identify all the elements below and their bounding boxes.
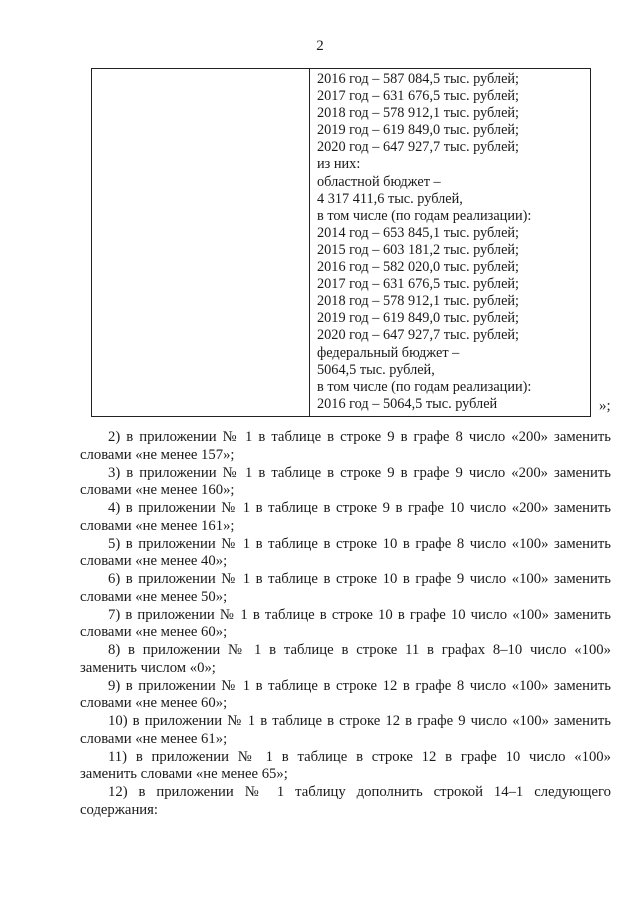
list-item-continuation: словами «не менее 60»; bbox=[80, 695, 228, 711]
table-cell-line: 2018 год – 578 912,1 тыс. рублей; bbox=[317, 293, 520, 310]
table-cell-line: 2016 год – 582 020,0 тыс. рублей; bbox=[317, 259, 520, 276]
list-item-first-line: 5) в приложении № 1 в таблице в строке 10 в графе 8 число «100» заменить bbox=[108, 535, 611, 552]
list-item-first-line: 9) в приложении № 1 в таблице в строке 12 в графе 8 число «100» заменить bbox=[108, 677, 611, 694]
table-cell-line: 2019 год – 619 849,0 тыс. рублей; bbox=[317, 122, 520, 139]
table-cell-line: 2018 год – 578 912,1 тыс. рублей; bbox=[317, 105, 520, 122]
list-item-continuation: заменить словами «не менее 65»; bbox=[80, 766, 288, 782]
list-item-continuation: содержания: bbox=[80, 801, 158, 818]
list-item-continuation: заменить числом «0»; bbox=[80, 659, 216, 676]
table-cell-line: 2015 год – 603 181,2 тыс. рублей; bbox=[317, 241, 520, 258]
table-cell-line: 2020 год – 647 927,7 тыс. рублей; bbox=[317, 139, 520, 156]
list-item bbox=[80, 571, 611, 606]
list-item bbox=[80, 607, 611, 642]
amendment-items-list bbox=[80, 429, 611, 820]
table-cell-left-empty bbox=[92, 69, 310, 417]
list-item-first-line: 12) в приложении № 1 таблицу дополнить строкой 14–1 следующего bbox=[108, 784, 611, 800]
table-cell-line: 2017 год – 631 676,5 тыс. рублей; bbox=[317, 276, 520, 293]
list-item-continuation: словами «не менее 60»; bbox=[80, 624, 228, 640]
table-cell-line: 4 317 411,6 тыс. рублей, bbox=[317, 190, 463, 207]
table-row bbox=[92, 69, 591, 417]
list-item bbox=[80, 536, 611, 571]
table-cell-line: в том числе (по годам реализации): bbox=[317, 378, 532, 395]
table-cell-line: 2016 год – 587 084,5 тыс. рублей; bbox=[317, 71, 520, 87]
table-cell-financing-values bbox=[310, 69, 591, 417]
table-cell-line: 2016 год – 5064,5 тыс. рублей bbox=[317, 395, 498, 412]
list-item-continuation: словами «не менее 40»; bbox=[80, 553, 228, 569]
list-item bbox=[80, 749, 611, 784]
list-item-first-line: 2) в приложении № 1 в таблице в строке 9 в графе 8 число «200» заменить bbox=[108, 429, 611, 445]
list-item-continuation: словами «не менее 50»; bbox=[80, 588, 228, 605]
financing-table bbox=[91, 68, 591, 417]
list-item-first-line: 7) в приложении № 1 в таблице в строке 10 в графе 10 число «100» заменить bbox=[108, 606, 611, 623]
table-cell-line: из них: bbox=[317, 156, 361, 173]
list-item-continuation: словами «не менее 157»; bbox=[80, 446, 235, 463]
list-item-first-line: 11) в приложении № 1 в таблице в строке 12 в графе 10 число «100» bbox=[108, 748, 611, 765]
list-item-first-line: 3) в приложении № 1 в таблице в строке 9 в графе 9 число «200» заменить bbox=[108, 464, 611, 481]
list-item-continuation: словами «не менее 61»; bbox=[80, 730, 228, 747]
table-cell-line: 5064,5 тыс. рублей, bbox=[317, 361, 435, 378]
list-item-first-line: 8) в приложении № 1 в таблице в строке 11 в графах 8–10 число «100» bbox=[108, 642, 611, 658]
list-item bbox=[80, 500, 611, 535]
list-item bbox=[80, 784, 611, 819]
list-item bbox=[80, 678, 611, 713]
table-cell-line: 2017 год – 631 676,5 тыс. рублей; bbox=[317, 88, 520, 105]
list-item-first-line: 6) в приложении № 1 в таблице в строке 10 в графе 9 число «100» заменить bbox=[108, 571, 611, 587]
page-number: 2 bbox=[316, 38, 324, 54]
list-item bbox=[80, 713, 611, 748]
table-cell-line: областной бюджет – bbox=[317, 173, 441, 190]
closing-quote-mark: »; bbox=[599, 398, 611, 414]
list-item-continuation: словами «не менее 161»; bbox=[80, 517, 235, 534]
table-cell-line: 2020 год – 647 927,7 тыс. рублей; bbox=[317, 327, 520, 344]
list-item bbox=[80, 429, 611, 464]
list-item bbox=[80, 642, 611, 677]
list-item bbox=[80, 465, 611, 500]
list-item-first-line: 4) в приложении № 1 в таблице в строке 9 в графе 10 число «200» заменить bbox=[108, 500, 611, 516]
list-item-first-line: 10) в приложении № 1 в таблице в строке 12 в графе 9 число «100» заменить bbox=[108, 713, 611, 729]
table-cell-line: 2019 год – 619 849,0 тыс. рублей; bbox=[317, 310, 520, 327]
list-item-continuation: словами «не менее 160»; bbox=[80, 482, 235, 498]
table-cell-line: 2014 год – 653 845,1 тыс. рублей; bbox=[317, 224, 520, 241]
table-cell-line: федеральный бюджет – bbox=[317, 344, 460, 361]
table-cell-line: в том числе (по годам реализации): bbox=[317, 207, 532, 224]
